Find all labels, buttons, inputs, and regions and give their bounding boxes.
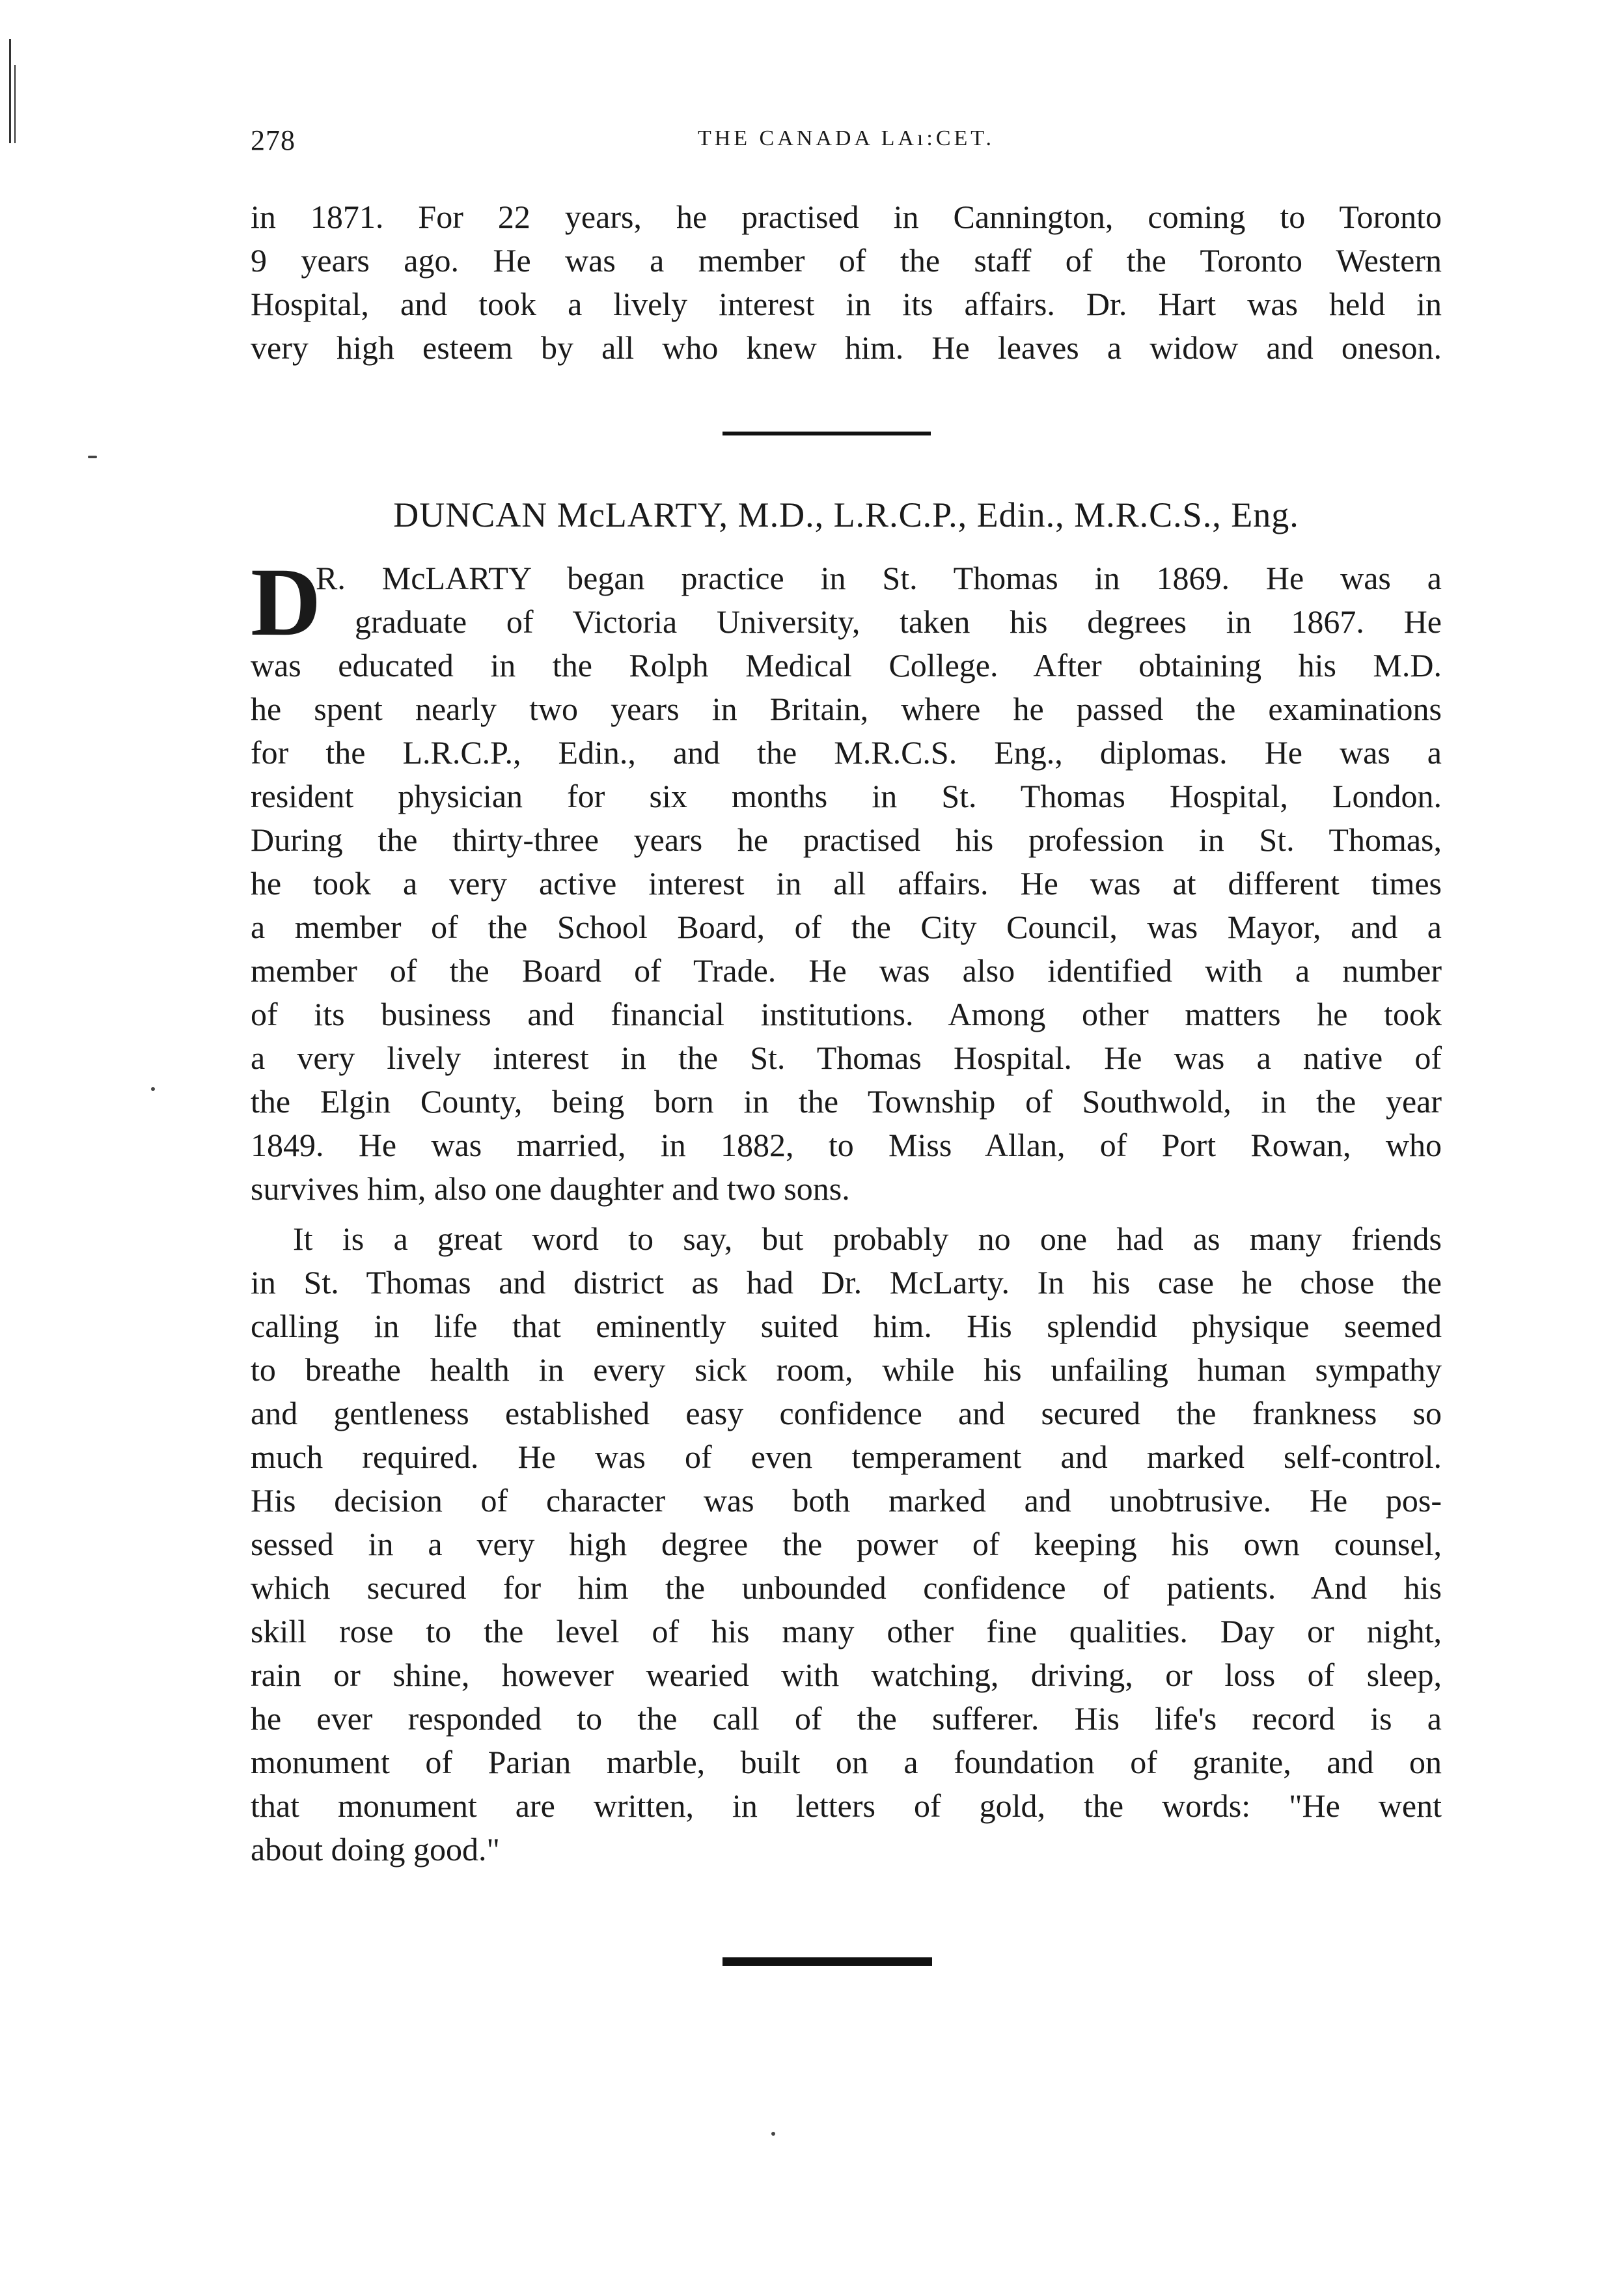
closing-divider — [723, 1957, 932, 1966]
text-line: member of the Board of Trade. He was also identified with a number — [251, 952, 1442, 989]
text-line: R. McLARTY began practice in St. Thomas in 1869. He was a — [316, 560, 1442, 596]
text-line: a member of the School Board, of the City Council, was Mayor, and a — [251, 909, 1442, 945]
text-line: graduate of Victoria University, taken his degrees in 1867. He — [355, 603, 1442, 640]
text-line: rain or shine, however wearied with watching, driving, or loss of sleep, — [251, 1657, 1442, 1693]
text-line: skill rose to the level of his many other fine qualities. Day or night, — [251, 1613, 1442, 1649]
text-line: in St. Thomas and district as had Dr. McLarty. In his case he chose the — [251, 1264, 1442, 1301]
text-line: calling in life that eminently suited him. His splendid physique seemed — [251, 1308, 1442, 1344]
running-head — [251, 124, 1442, 163]
text-line: to breathe health in every sick room, while his unfailing human sympathy — [251, 1351, 1442, 1388]
drop-cap: D — [251, 548, 322, 656]
text-line: he ever responded to the call of the sufferer. His life's record is a — [251, 1700, 1442, 1737]
page-number: 278 — [251, 124, 296, 156]
text-line: that monument are written, in letters of gold, the words: "He went — [251, 1787, 1442, 1824]
scan-edge-mark — [14, 65, 16, 143]
scan-speck — [88, 456, 97, 458]
text-line: 9 years ago. He was a member of the staff of the Toronto Western — [251, 242, 1442, 279]
text-line: It is a great word to say, but probably no one had as many friends — [293, 1220, 1442, 1257]
obituary-paragraph-1 — [251, 557, 1442, 1211]
text-line: about doing good." — [251, 1831, 500, 1868]
text-line: survives him, also one daughter and two sons. — [251, 1170, 850, 1207]
text-line: His decision of character was both marked and unobtrusive. He pos- — [251, 1482, 1442, 1519]
text-line: he spent nearly two years in Britain, where he passed the examinations — [251, 691, 1442, 727]
text-line: very high esteem by all who knew him. He leaves a widow and oneson. — [251, 329, 1442, 366]
text-line: a very lively interest in the St. Thomas Hospital. He was a native of — [251, 1040, 1442, 1076]
section-divider — [723, 432, 931, 435]
text-line: 1849. He was married, in 1882, to Miss Allan, of Port Rowan, who — [251, 1127, 1442, 1163]
text-line: and gentleness established easy confidence and secured the frankness so — [251, 1395, 1442, 1431]
obituary-heading: DUNCAN McLARTY, M.D., L.R.C.P., Edin., M.R.C.S., Eng. — [393, 495, 1299, 534]
scan-speck — [771, 2132, 775, 2136]
text-line: sessed in a very high degree the power of keeping his own counsel, — [251, 1526, 1442, 1562]
text-line: of its business and financial institutions. Among other matters he took — [251, 996, 1442, 1032]
text-line: During the thirty-three years he practised his profession in St. Thomas, — [251, 821, 1442, 858]
text-line: much required. He was of even temperament and marked self-control. — [251, 1439, 1442, 1475]
text-line: Hospital, and took a lively interest in its affairs. Dr. Hart was held in — [251, 286, 1442, 322]
journal-title: THE CANADA LAı:CET. — [697, 126, 995, 150]
text-line: for the L.R.C.P., Edin., and the M.R.C.S. Eng., diplomas. He was a — [251, 734, 1442, 771]
obituary-paragraph-2 — [251, 1217, 1442, 1871]
text-line: monument of Parian marble, built on a foundation of granite, and on — [251, 1744, 1442, 1780]
text-line: the Elgin County, being born in the Township of Southwold, in the year — [251, 1083, 1442, 1120]
text-line: in 1871. For 22 years, he practised in Cannington, coming to Toronto — [251, 199, 1442, 235]
scan-edge-mark — [9, 39, 11, 143]
text-line: which secured for him the unbounded confidence of patients. And his — [251, 1569, 1442, 1606]
text-line: resident physician for six months in St. Thomas Hospital, London. — [251, 778, 1442, 814]
text-line: was educated in the Rolph Medical College. After obtaining his M.D. — [251, 647, 1442, 683]
text-line: he took a very active interest in all affairs. He was at different times — [251, 865, 1442, 902]
previous-obituary-text — [251, 195, 1442, 370]
scan-speck — [151, 1087, 155, 1091]
